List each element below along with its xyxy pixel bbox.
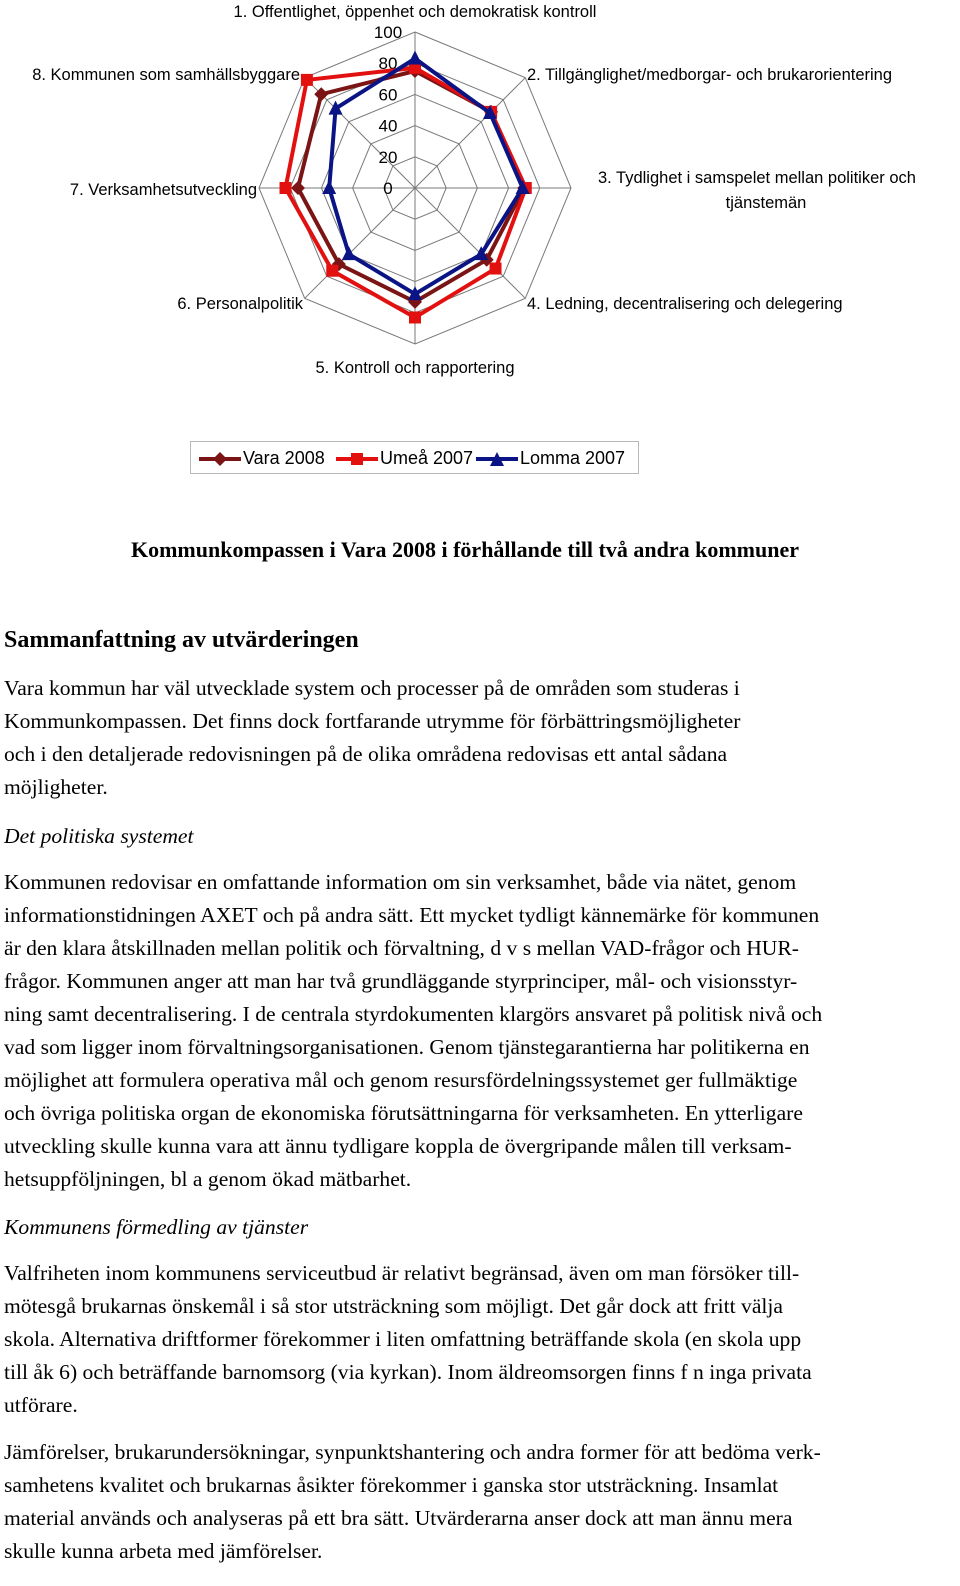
text-line: vad som ligger inom förvaltningsorganisationen. Genom tjänstegarantierna har politikerna en bbox=[4, 1035, 810, 1059]
data-point-umea bbox=[409, 311, 421, 323]
axis-label: 4. Ledning, decentralisering och delegering bbox=[527, 295, 843, 313]
paragraph-political-system bbox=[4, 866, 954, 1196]
data-point-umea bbox=[280, 182, 292, 194]
data-point-lomma bbox=[342, 246, 356, 260]
text-line: Valfriheten inom kommunens serviceutbud är relativt begränsad, även om man försöker till- bbox=[4, 1261, 800, 1285]
legend-label-vara: Vara 2008 bbox=[243, 448, 325, 468]
text-line: är den klara åtskillnaden mellan politik och förvaltning, d v s mellan VAD-frågor och HUR- bbox=[4, 936, 799, 960]
series-line-umea bbox=[286, 68, 526, 318]
series-line-lomma bbox=[329, 59, 522, 295]
tick-label: 80 bbox=[378, 54, 398, 74]
subheading-political-system: Det politiska systemet bbox=[4, 824, 194, 848]
text-line: material används och analyseras på ett bra sätt. Utvärderarna anser dock att man ännu mera bbox=[4, 1506, 793, 1530]
text-line: och övriga politiska organ de ekonomiska förutsättningarna för verksamheten. En ytterligare bbox=[4, 1101, 803, 1125]
axis-label: 5. Kontroll och rapportering bbox=[315, 359, 515, 377]
subheading-service-delivery: Kommunens förmedling av tjänster bbox=[4, 1215, 309, 1239]
text-line: Jämförelser, brukarundersökningar, synpunktshantering och andra former för att bedöma verk- bbox=[4, 1440, 821, 1464]
text-line: Vara kommun har väl utvecklade system och processer på de områden som studeras i bbox=[4, 676, 740, 700]
paragraph-summary bbox=[4, 672, 954, 804]
radar-chart bbox=[0, 0, 960, 420]
text-line: informationstidningen AXET och på andra sätt. Ett mycket tydligt kännemärke för kommunen bbox=[4, 903, 820, 927]
legend-label-lomma: Lomma 2007 bbox=[520, 448, 626, 468]
chart-legend bbox=[190, 441, 639, 474]
data-point-umea bbox=[326, 265, 338, 277]
axis-label: 7. Verksamhetsutveckling bbox=[69, 181, 257, 199]
text-line: utveckling skulle kunna vara att ännu tydligare koppla de övergripande målen till verksam- bbox=[4, 1134, 792, 1158]
text-line: ning samt decentralisering. I de centrala styrdokumenten klargörs ansvaret på politisk nivå och bbox=[4, 1002, 823, 1026]
axis-label: 1. Offentlighet, öppenhet och demokratisk kontroll bbox=[233, 3, 597, 21]
text-line: Kommunen redovisar en omfattande information om sin verksamhet, både via nätet, genom bbox=[4, 870, 797, 894]
data-point-umea bbox=[301, 74, 313, 86]
chart-caption: Kommunkompassen i Vara 2008 i förhållande till två andra kommuner bbox=[130, 537, 799, 562]
paragraph-service-delivery bbox=[4, 1257, 954, 1422]
tick-label: 0 bbox=[383, 179, 393, 198]
axis-label: 3. Tydlighet i samspelet mellan politiker och bbox=[598, 169, 916, 187]
text-line: utförare. bbox=[4, 1393, 78, 1417]
text-line: frågor. Kommunen anger att man har två grundläggande styrprinciper, mål- och visionsstyr- bbox=[4, 969, 798, 993]
axis-label: tjänstemän bbox=[725, 194, 807, 212]
data-point-lomma bbox=[408, 51, 422, 65]
text-line: skulle kunna arbeta med jämförelser. bbox=[4, 1539, 323, 1563]
tick-label: 20 bbox=[378, 147, 398, 167]
text-line: hetsuppföljningen, bl a genom ökad mätbarhet. bbox=[4, 1167, 412, 1191]
text-line: till åk 6) och beträffande barnomsorg (via kyrkan). Inom äldreomsorgen finns f n inga privata bbox=[4, 1360, 812, 1384]
text-line: Kommunkompassen. Det finns dock fortfarande utrymme för förbättringsmöjligheter bbox=[4, 709, 741, 733]
axis-label: 8. Kommunen som samhällsbyggare bbox=[32, 66, 300, 84]
text-line: och i den detaljerade redovisningen på de olika områdena redovisas ett antal sådana bbox=[4, 742, 728, 766]
text-line: möjligheter. bbox=[4, 775, 108, 799]
tick-label: 40 bbox=[378, 116, 398, 136]
tick-label: 60 bbox=[378, 85, 398, 105]
section-heading: Sammanfattning av utvärderingen bbox=[4, 627, 359, 653]
legend-marker-umea bbox=[334, 451, 380, 467]
legend-marker-lomma bbox=[474, 451, 520, 467]
data-point-umea bbox=[490, 263, 502, 275]
text-line: skola. Alternativa driftformer förekommer i liten omfattning beträffande skola (en skola upp bbox=[4, 1327, 802, 1351]
text-line: samhetens kvalitet och brukarnas åsikter förekommer i ganska stor utsträckning. Insamlat bbox=[4, 1473, 779, 1497]
axis-label: 6. Personalpolitik bbox=[177, 295, 303, 313]
legend-label-umea: Umeå 2007 bbox=[380, 448, 474, 468]
legend-marker-vara bbox=[197, 451, 243, 467]
paragraph-comparisons bbox=[4, 1436, 954, 1568]
tick-label: 100 bbox=[373, 23, 403, 42]
text-line: möjlighet att formulera operativa mål och genom resursfördelningssystemet ger fullmäktige bbox=[4, 1068, 798, 1092]
text-line: mötesgå brukarnas önskemål i så stor utsträckning som möjligt. Det går dock att fritt välja bbox=[4, 1294, 783, 1318]
axis-label: 2. Tillgänglighet/medborgar- och brukarorientering bbox=[527, 66, 893, 84]
